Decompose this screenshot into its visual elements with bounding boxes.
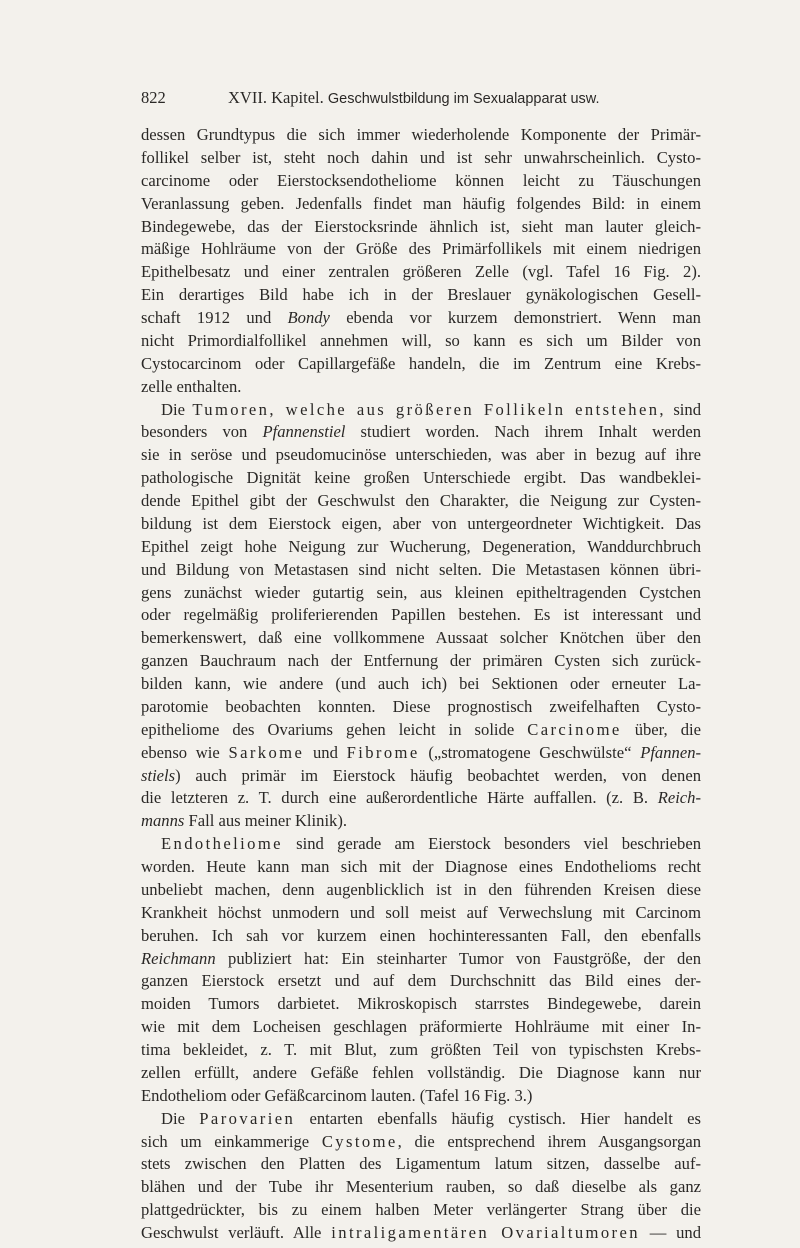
text-line: [141, 490, 701, 513]
text-run: tima bekleidet, z. T. mit Blut, zum größten Teil von typischsten Krebs-: [141, 1040, 701, 1059]
text-line: [141, 650, 701, 673]
text-run: Bindegewebe, das der Eierstocksrinde ähnlich ist, sieht man lauter gleich-: [141, 216, 701, 236]
text-run: ganzen Bauchraum nach der Entfernung der primären Cysten sich zurück-: [141, 651, 701, 671]
text-run: ) auch primär im Eierstock häufig beobachtet werden, von denen: [175, 765, 701, 785]
text-run: besonders von: [141, 422, 263, 442]
text-line: [141, 307, 701, 330]
text-line: [141, 1016, 701, 1039]
spaced-term: Parovarien: [199, 1108, 296, 1128]
text-line: [141, 444, 701, 467]
text-line: [141, 1199, 701, 1222]
text-line: [141, 970, 701, 993]
text-line: [141, 1131, 701, 1154]
text-run: , die entsprechend ihrem Ausgangsorgan: [397, 1131, 701, 1151]
text-run: studiert worden. Nach ihrem Inhalt werden: [345, 422, 701, 442]
spaced-term: Cystome: [321, 1131, 398, 1151]
text-run: Die: [161, 1108, 200, 1128]
text-run: ebenda vor kurzem demonstriert. Wenn man: [329, 308, 701, 327]
italic-name: Pfannen-: [640, 742, 701, 762]
text-run: unbeliebt machen, denn augenblicklich ist in den führenden Kreisen diese: [141, 879, 701, 899]
text-line: [141, 902, 701, 925]
body-text: [141, 124, 701, 1245]
text-run: („stromatogene Geschwülste“: [419, 742, 641, 762]
italic-name: Pfannenstiel: [262, 422, 346, 442]
text-line: [141, 765, 701, 788]
text-line: [141, 1153, 701, 1176]
text-line: [141, 261, 701, 284]
text-run: Krankheit höchst unmodern und soll meist auf Verwechslung mit Carcinom: [141, 902, 701, 922]
italic-name: manns: [141, 811, 185, 831]
text-line: [141, 627, 701, 650]
spaced-term: Carcinome: [527, 719, 622, 739]
text-line: [141, 925, 701, 948]
text-run: sie in seröse und pseudomucinöse unterschieden, was aber in bezug auf ihre: [141, 445, 701, 465]
text-run: Die: [161, 399, 193, 419]
text-line: [141, 787, 701, 810]
text-line: [141, 604, 701, 627]
text-run: mäßige Hohlräume von der Größe des Primärfollikels mit einem niedrigen: [141, 239, 701, 259]
text-line: [141, 1222, 701, 1245]
text-run: schaft 1912 und: [141, 308, 288, 327]
text-line: [141, 673, 701, 696]
text-run: nicht Primordialfollikel annehmen will, so kann es sich um Bilder von: [141, 330, 701, 350]
text-line: [141, 330, 701, 353]
text-run: moiden Tumors darbietet. Mikroskopisch starrstes Bindegewebe, darein: [141, 994, 701, 1014]
text-line: [141, 582, 701, 605]
text-run: Epithelbesatz und einer zentralen größeren Zelle (vgl. Tafel 16 Fig. 2).: [141, 262, 701, 282]
text-run: stets zwischen den Platten des Ligamentum latum sitzen, dasselbe auf-: [141, 1154, 701, 1174]
text-line: [141, 696, 701, 719]
spaced-term: Endotheliome: [161, 834, 283, 854]
text-line: [141, 719, 701, 742]
chapter-label: XVII. Kapitel.: [228, 88, 324, 107]
text-line: [141, 513, 701, 536]
text-line: [141, 810, 701, 833]
text-run: sich um einkammerige: [141, 1131, 322, 1151]
text-run: zellen erfüllt, andere Gefäße fehlen vollständig. Die Diagnose kann nur: [141, 1062, 701, 1082]
text-run: Cystocarcinom oder Capillargefäße handeln, die im Zentrum eine Krebs-: [141, 353, 701, 373]
text-line: [141, 879, 701, 902]
spaced-term: Fibrome: [346, 742, 420, 762]
page-number: 822: [141, 88, 166, 107]
text-line: [141, 284, 701, 307]
italic-name: Reichmann: [141, 948, 216, 968]
text-line: [141, 1108, 701, 1131]
text-run: dende Epithel gibt der Geschwulst den Charakter, die Neigung zur Cysten-: [141, 491, 701, 510]
chapter-title: Geschwulstbildung im Sexualapparat usw.: [327, 91, 600, 107]
text-line: [141, 467, 701, 490]
italic-name: Bondy: [287, 308, 330, 327]
text-run: entarten ebenfalls häufig cystisch. Hier handelt es: [295, 1108, 701, 1128]
text-run: — und: [639, 1223, 701, 1242]
text-run: oder regelmäßig proliferierenden Papillen bestehen. Es ist interessant und: [141, 605, 701, 625]
text-line: [141, 124, 701, 147]
text-run: sind: [665, 399, 701, 419]
text-run: und Bildung von Metastasen sind nicht selten. Die Metastasen können übri-: [141, 559, 701, 579]
text-run: Endotheliom oder Gefäßcarcinom lauten. (Tafel 16 Fig. 3.): [141, 1085, 533, 1105]
text-run: parotomie beobachten konnten. Diese prognostisch zweifelhaften Cysto-: [141, 696, 701, 716]
text-line: [141, 1176, 701, 1199]
text-run: wie mit dem Locheisen geschlagen präformierte Hohlräume mit einer In-: [141, 1017, 701, 1037]
text-line: [141, 1062, 701, 1085]
text-run: Veranlassung geben. Jedenfalls findet man häufig folgendes Bild: in einem: [141, 193, 701, 213]
text-run: Ein derartiges Bild habe ich in der Breslauer gynäkologischen Gesell-: [141, 285, 701, 305]
text-line: [141, 1085, 701, 1108]
spaced-term: Sarkome: [228, 742, 305, 762]
text-line: [141, 216, 701, 239]
text-run: worden. Heute kann man sich mit der Diagnose eines Endothelioms recht: [141, 857, 701, 876]
text-run: Fall aus meiner Klinik).: [184, 811, 348, 831]
text-line: [141, 193, 701, 216]
text-line: [141, 238, 701, 261]
text-run: Epithel zeigt hohe Neigung zur Wucherung, Degeneration, Wanddurchbruch: [141, 536, 701, 556]
text-run: blähen und der Tube ihr Mesenterium rauben, so daß dieselbe als ganz: [141, 1177, 701, 1197]
text-run: und: [304, 742, 347, 762]
text-run: pathologische Dignität keine großen Unterschiede ergibt. Das wandbeklei-: [141, 468, 701, 488]
text-run: zelle enthalten.: [141, 376, 242, 396]
text-line: [141, 353, 701, 376]
text-run: bemerkenswert, daß eine vollkommene Aussaat solcher Knötchen über den: [141, 628, 701, 648]
text-line: [141, 170, 701, 193]
text-run: sind gerade am Eierstock besonders viel beschrieben: [282, 834, 701, 854]
text-line: [141, 948, 701, 971]
text-line: [141, 993, 701, 1016]
text-run: über, die: [621, 719, 701, 739]
text-line: [141, 742, 701, 765]
text-line: [141, 376, 701, 399]
text-line: [141, 421, 701, 444]
spaced-term: intraligamentären Ovarialtumoren: [331, 1223, 640, 1242]
text-run: ganzen Eierstock ersetzt und auf dem Durchschnitt das Bild eines der-: [141, 971, 701, 991]
text-run: plattgedrückter, bis zu einem halben Meter verlängerter Strang über die: [141, 1200, 701, 1220]
text-line: [141, 147, 701, 170]
text-line: [141, 833, 701, 856]
text-run: bilden kann, wie andere (und auch ich) bei Sektionen oder erneuter La-: [141, 674, 701, 693]
text-run: epitheliome des Ovariums gehen leicht in solide: [141, 719, 528, 739]
text-run: die letzteren z. T. durch eine außerordentliche Härte auffallen. (z. B.: [141, 788, 658, 808]
text-run: dessen Grundtypus die sich immer wiederholende Komponente der Primär-: [141, 125, 701, 144]
text-line: [141, 559, 701, 582]
text-line: [141, 856, 701, 879]
text-run: beruhen. Ich sah vor kurzem einen hochinteressanten Fall, den ebenfalls: [141, 925, 701, 945]
text-run: Geschwulst verläuft. Alle: [141, 1223, 332, 1242]
italic-name: stiels: [141, 765, 176, 785]
italic-name: Reich-: [657, 788, 701, 808]
text-run: publiziert hat: Ein steinharter Tumor von Faustgröße, der den: [215, 948, 701, 968]
spaced-term: Tumoren, welche aus größeren Follikeln entstehen,: [192, 399, 666, 419]
text-run: bildung ist dem Eierstock eigen, aber von untergeordneter Wichtigkeit. Das: [141, 513, 701, 533]
text-run: follikel selber ist, steht noch dahin und ist sehr unwahrscheinlich. Cysto-: [141, 147, 701, 167]
text-line: [141, 1039, 701, 1062]
text-run: carcinome oder Eierstocksendotheliome können leicht zu Täuschungen: [141, 170, 701, 190]
running-header: [141, 86, 701, 110]
text-line: [141, 536, 701, 559]
text-line: [141, 399, 701, 422]
text-run: ebenso wie: [141, 742, 229, 762]
running-title: [228, 86, 600, 111]
text-run: gens zunächst wieder gutartig sein, aus kleinen epitheltragenden Cystchen: [141, 582, 701, 602]
